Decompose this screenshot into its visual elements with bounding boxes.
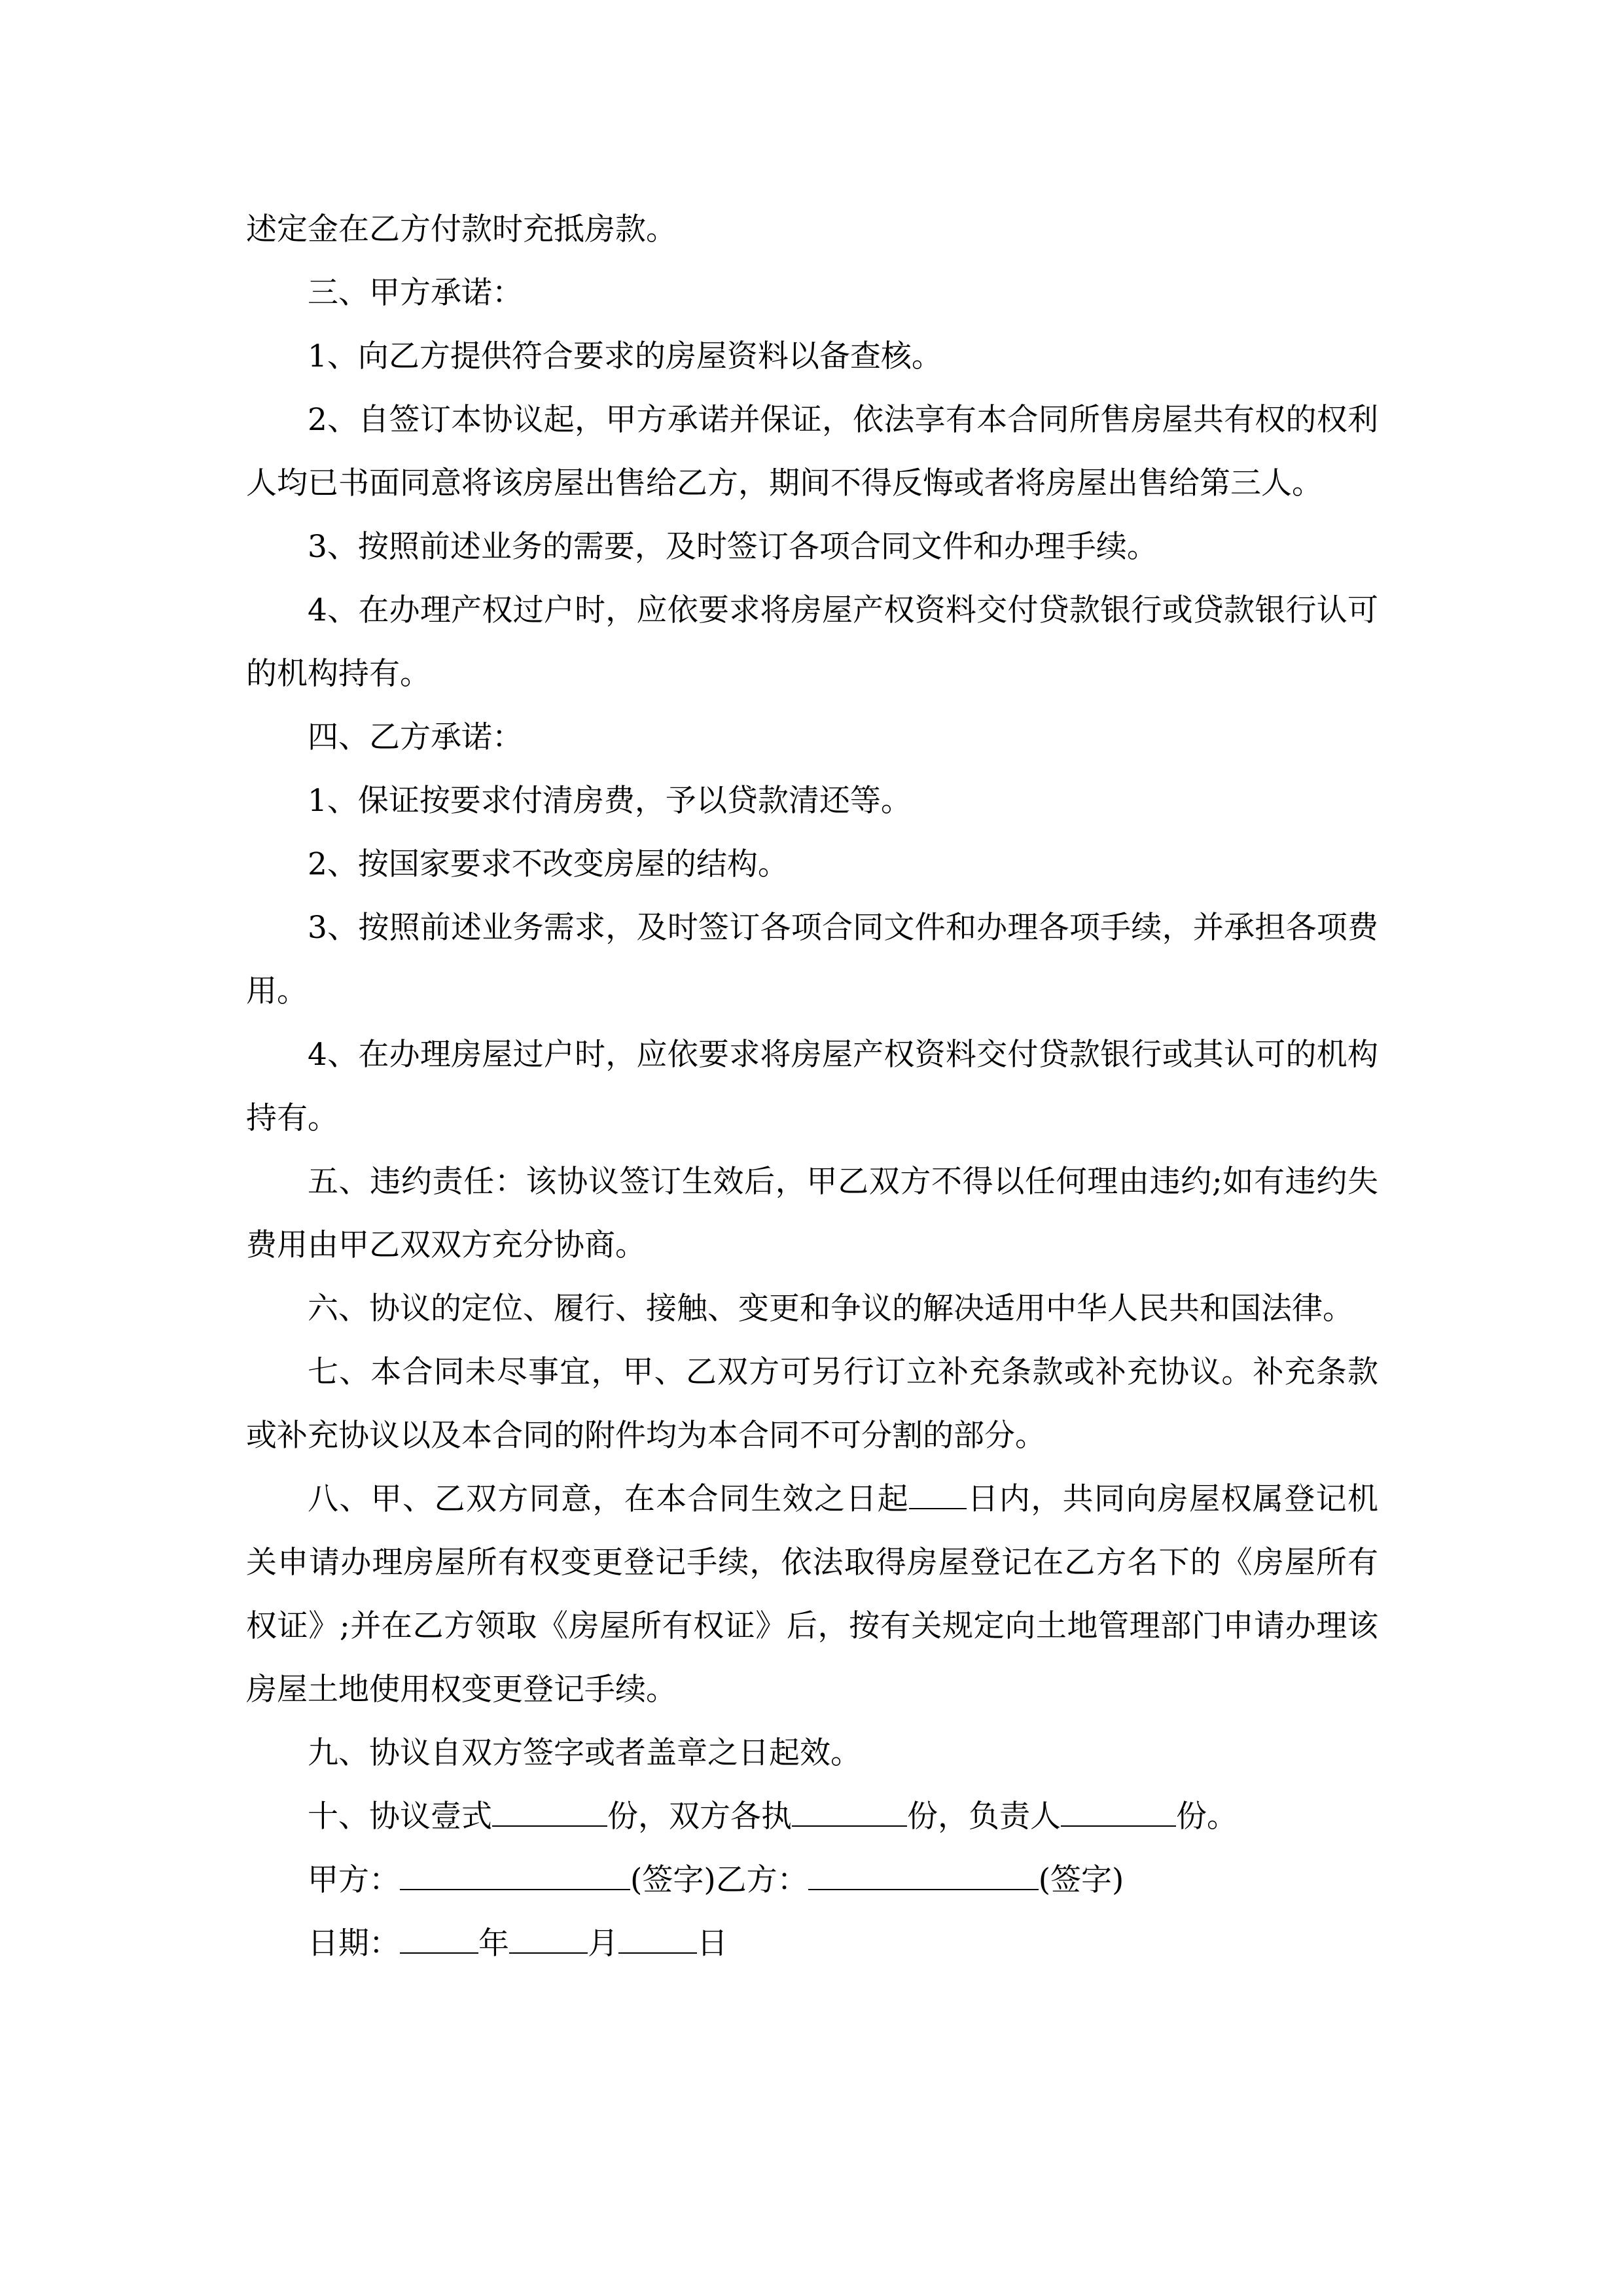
paragraph: 1、向乙方提供符合要求的房屋资料以备查核。 xyxy=(308,338,942,374)
document-page xyxy=(246,198,1378,1975)
clause-eight-text-start: 八、甲、乙双方同意，在本合同生效之日起 xyxy=(308,1481,910,1517)
paragraph: 4、在办理产权过户时，应依要求将房屋产权资料交付贷款银行或贷款银行认可的机构持有。 xyxy=(246,592,1378,692)
date-line xyxy=(246,1912,1378,1975)
party-a-sign-label: (签字) xyxy=(630,1862,716,1898)
clause-eight-text-end: 日内，共同向房屋权属登记机关申请办理房屋所有权变更登记手续，依法取得房屋登记在乙方名下的《房屋所有权证》;并在乙方领取《房屋所有权证》后，按有关规定向土地管理部门申请办理该房屋土地使用权变更登记手续。 xyxy=(246,1481,1378,1708)
party-b-signature-blank xyxy=(808,1863,1039,1890)
paragraph: 三、甲方承诺： xyxy=(308,275,523,311)
clause-eight xyxy=(246,1467,1378,1721)
paragraph: 2、自签订本协议起，甲方承诺并保证，依法享有本合同所售房屋共有权的权利人均已书面同意将该房屋出售给乙方，期间不得反悔或者将房屋出售给第三人。 xyxy=(246,402,1378,501)
days-blank xyxy=(909,1482,967,1509)
date-label: 日期： xyxy=(308,1926,400,1962)
copies-each-blank xyxy=(792,1799,907,1827)
paragraph: 述定金在乙方付款时充抵房款。 xyxy=(246,211,677,247)
paragraph: 4、在办理房屋过户时，应依要求将房屋产权资料交付贷款银行或其认可的机构持有。 xyxy=(246,1037,1378,1136)
year-blank xyxy=(400,1926,478,1954)
paragraph: 3、按照前述业务需求，及时签订各项合同文件和办理各项手续，并承担各项费用。 xyxy=(246,910,1378,1009)
paragraph: 3、按照前述业务的需要，及时签订各项合同文件和办理手续。 xyxy=(308,529,1158,565)
month-label: 月 xyxy=(588,1926,618,1962)
paragraph: 六、协议的定位、履行、接触、变更和争议的解决适用中华人民共和国法律。 xyxy=(308,1291,1353,1327)
party-b-label: 乙方： xyxy=(715,1862,808,1898)
paragraph: 五、违约责任：该协议签订生效后，甲乙双方不得以任何理由违约;如有违约失费用由甲乙双双方充分协商。 xyxy=(246,1164,1378,1263)
clause-ten-text-4: 份。 xyxy=(1176,1799,1238,1835)
clause-nine: 九、协议自双方签字或者盖章之日起效。 xyxy=(308,1735,861,1771)
paragraph: 2、按国家要求不改变房屋的结构。 xyxy=(308,846,789,882)
copies-responsible-blank xyxy=(1061,1799,1176,1827)
party-a-signature-blank xyxy=(400,1863,630,1890)
clause-ten-text-3: 份，负责人 xyxy=(907,1799,1061,1835)
paragraph: 1、保证按要求付清房费，予以贷款清还等。 xyxy=(308,783,912,819)
party-b-sign-label: (签字) xyxy=(1038,1862,1124,1898)
day-label: 日 xyxy=(697,1926,728,1962)
paragraph: 四、乙方承诺： xyxy=(308,719,523,755)
clause-ten-text-1: 十、协议壹式 xyxy=(308,1799,492,1835)
month-blank xyxy=(509,1926,588,1954)
day-blank xyxy=(618,1926,697,1954)
clause-ten xyxy=(246,1785,1378,1848)
signature-line xyxy=(246,1848,1378,1912)
party-a-label: 甲方： xyxy=(308,1862,400,1898)
year-label: 年 xyxy=(478,1926,509,1962)
document-body xyxy=(246,198,1378,1467)
clause-ten-text-2: 份，双方各执 xyxy=(607,1799,792,1835)
copies-total-blank xyxy=(492,1799,607,1827)
paragraph: 七、本合同未尽事宜，甲、乙双方可另行订立补充条款或补充协议。补充条款或补充协议以及本合同的附件均为本合同不可分割的部分。 xyxy=(246,1354,1378,1454)
